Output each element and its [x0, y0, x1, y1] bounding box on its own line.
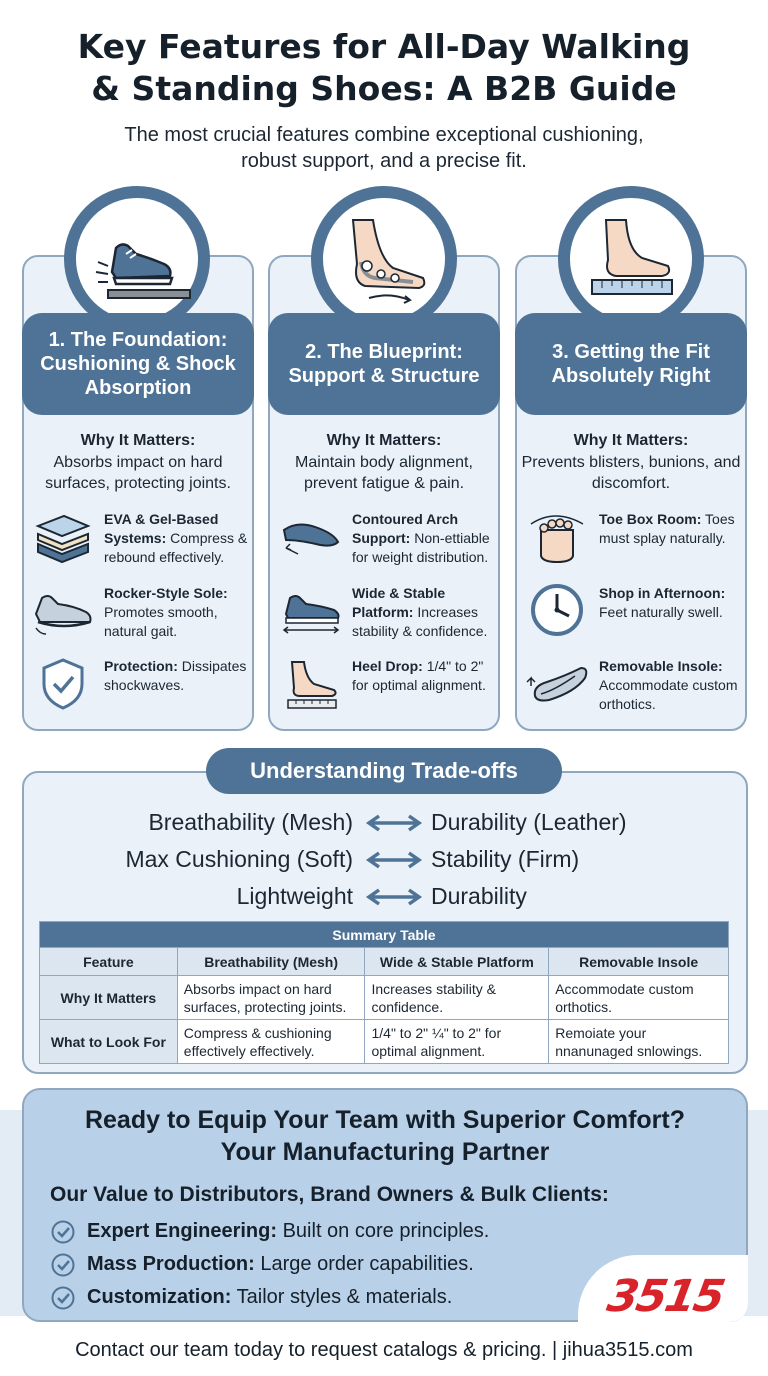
why-block-fit	[515, 430, 747, 494]
insole-icon	[525, 656, 591, 712]
subtitle-line-1: The most crucial features combine exceptional cushioning,	[124, 124, 644, 146]
why-heading: Why It Matters:	[326, 432, 442, 449]
table-cell: Remoiate your nnanunaged snlowings.	[549, 1020, 729, 1064]
table-cell: Absorbs impact on hard surfaces, protecting joints.	[177, 976, 365, 1020]
brand-logo: 3515	[603, 1271, 728, 1322]
table-cell: Compress & cushioning effectively effectively.	[177, 1020, 365, 1064]
table-cell: 1/4" to 2" ¼" to 2" for optimal alignment.	[365, 1020, 549, 1064]
feature-arch-support	[352, 510, 502, 567]
feature-rocker-sole	[104, 584, 254, 641]
tradeoff-row	[22, 881, 748, 911]
bullet-title: Mass Production:	[87, 1253, 255, 1275]
clock-icon	[525, 582, 591, 638]
why-heading: Why It Matters:	[80, 432, 196, 449]
double-arrow-icon	[365, 887, 423, 907]
tradeoff-left: Lightweight	[236, 883, 353, 909]
why-text: Prevents blisters, bunions, and discomfort.	[521, 454, 741, 492]
why-text: Maintain body alignment, prevent fatigue & pain.	[295, 454, 473, 492]
page-subtitle	[0, 122, 768, 174]
card-title-cushioning: 1. The Foundation: Cushioning & Shock Absorption	[22, 313, 254, 415]
tradeoff-right: Stability (Firm)	[431, 846, 580, 872]
feature-title: Toe Box Room:	[599, 511, 702, 527]
subtitle-line-2: robust support, and a precise fit.	[241, 150, 527, 172]
shield-check-icon	[30, 656, 96, 712]
double-arrow-icon	[365, 813, 423, 833]
table-row	[40, 1020, 729, 1064]
feature-shop-afternoon	[599, 584, 749, 622]
feature-toe-box	[599, 510, 749, 548]
toe-box-foot-icon	[525, 510, 591, 566]
column-header: Removable Insole	[549, 948, 729, 976]
check-circle-icon	[50, 1285, 76, 1311]
feature-protection	[104, 657, 254, 695]
bullet-text: Built on core principles.	[282, 1220, 490, 1242]
foam-layers-icon	[30, 512, 96, 568]
foot-skeleton-icon	[323, 198, 445, 320]
feature-title: Rocker-Style Sole:	[104, 585, 228, 601]
badge-cushioning	[64, 186, 210, 332]
check-circle-icon	[50, 1252, 76, 1278]
feature-title: EVA & Gel-Based Systems:	[104, 511, 219, 546]
heel-drop-icon	[278, 656, 344, 712]
bullet-text: Tailor styles & materials.	[236, 1286, 453, 1308]
feature-text: Dissipates shockwaves.	[104, 658, 247, 693]
column-header: Breathability (Mesh)	[177, 948, 365, 976]
why-block-support	[268, 430, 500, 494]
table-cell: Increases stability & confidence.	[365, 976, 549, 1020]
feature-title: Heel Drop:	[352, 658, 423, 674]
tradeoff-left: Breathability (Mesh)	[148, 809, 353, 835]
feature-title: Shop in Afternoon:	[599, 585, 726, 601]
feature-title: Contoured Arch Support:	[352, 511, 459, 546]
feature-text: Promotes smooth, natural gait.	[104, 604, 218, 639]
badge-fit	[558, 186, 704, 332]
feature-title: Protection:	[104, 658, 178, 674]
page-title	[0, 26, 768, 110]
cta-heading	[22, 1104, 748, 1168]
feature-text: Accommodate custom orthotics.	[599, 677, 738, 712]
foot-ruler-icon	[570, 198, 692, 320]
feature-text: Increases stability & confidence.	[352, 604, 488, 639]
feature-title: Removable Insole:	[599, 658, 723, 674]
row-header: Why It Matters	[40, 976, 178, 1020]
column-header: Wide & Stable Platform	[365, 948, 549, 976]
cta-subheading: Our Value to Distributors, Brand Owners & Bulk Clients:	[50, 1183, 609, 1206]
double-arrow-icon	[365, 850, 423, 870]
tradeoff-left: Max Cushioning (Soft)	[125, 846, 353, 872]
tradeoff-right: Durability (Leather)	[431, 809, 627, 835]
summary-table	[39, 921, 729, 1064]
tradeoff-row	[22, 844, 748, 874]
feature-title: Wide & Stable Platform:	[352, 585, 446, 620]
cta-heading-line-1: Ready to Equip Your Team with Superior Comfort?	[84, 1106, 686, 1134]
why-block-cushioning	[22, 430, 254, 494]
cta-heading-line-2: Your Manufacturing Partner	[220, 1138, 550, 1166]
tradeoff-right: Durability	[431, 883, 527, 909]
feature-removable-insole	[599, 657, 749, 714]
feature-text: Feet naturally swell.	[599, 604, 723, 620]
table-cell: Accommodate custom orthotics.	[549, 976, 729, 1020]
rocker-sole-shoe-icon	[30, 584, 96, 640]
why-heading: Why It Matters:	[573, 432, 689, 449]
column-header: Feature	[40, 948, 178, 976]
bullet-text: Large order capabilities.	[260, 1253, 474, 1275]
wide-shoe-icon	[278, 584, 344, 640]
feature-text: Toes must splay naturally.	[599, 511, 735, 546]
summary-table-caption: Summary Table	[40, 922, 729, 948]
badge-support	[311, 186, 457, 332]
feature-text: Compress & rebound effectively.	[104, 530, 248, 565]
bullet-title: Expert Engineering:	[87, 1220, 278, 1242]
tradeoff-row	[22, 807, 748, 837]
feature-heel-drop	[352, 657, 502, 695]
feature-text: Non-ettiable for weight distribution.	[352, 530, 490, 565]
check-circle-icon	[50, 1219, 76, 1245]
feature-wide-platform	[352, 584, 502, 641]
bullet-title: Customization:	[87, 1286, 232, 1308]
feature-eva-gel	[104, 510, 254, 567]
table-row	[40, 976, 729, 1020]
arch-insole-icon	[278, 510, 344, 566]
tradeoffs-title: Understanding Trade-offs	[206, 748, 562, 794]
why-text: Absorbs impact on hard surfaces, protecting joints.	[45, 454, 231, 492]
card-title-support: 2. The Blueprint: Support & Structure	[268, 313, 500, 415]
card-title-fit: 3. Getting the Fit Absolutely Right	[515, 313, 747, 415]
running-shoe-icon	[76, 198, 198, 320]
feature-text: 1/4" to 2" for optimal alignment.	[352, 658, 486, 693]
title-line-1: Key Features for All-Day Walking	[77, 27, 691, 66]
row-header: What to Look For	[40, 1020, 178, 1064]
footer-contact[interactable]: Contact our team today to request catalogs & pricing. | jihua3515.com	[75, 1339, 693, 1361]
title-line-2: & Standing Shoes: A B2B Guide	[91, 69, 677, 108]
